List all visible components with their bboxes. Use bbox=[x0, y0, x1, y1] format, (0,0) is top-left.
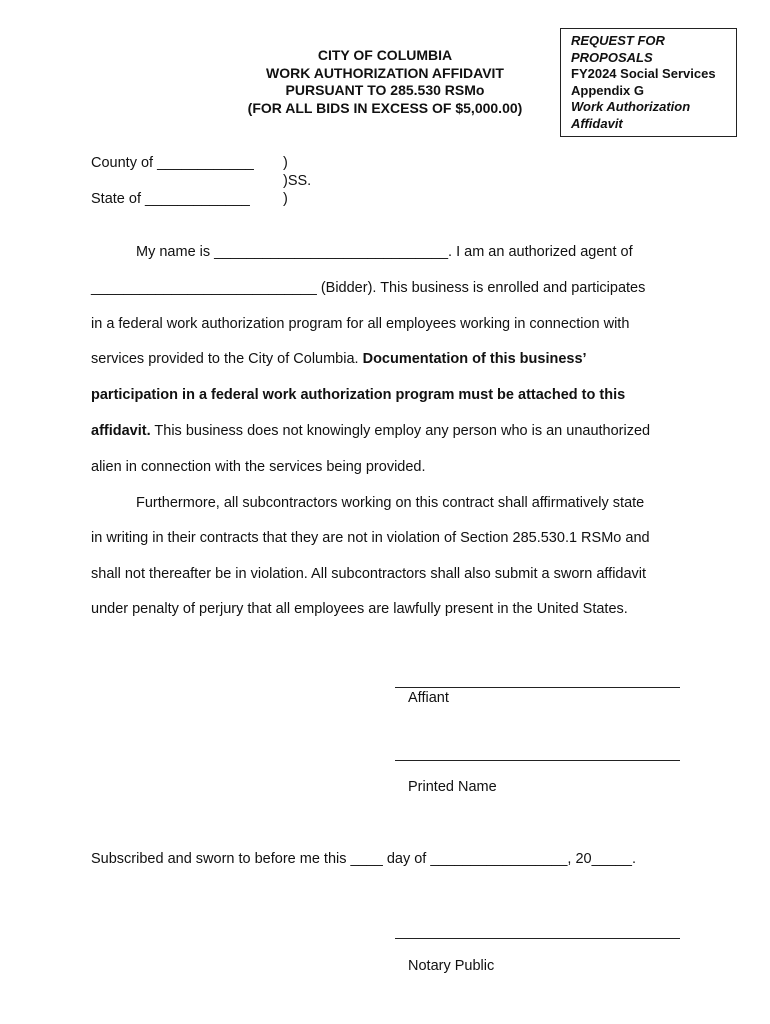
body-line-10: shall not thereafter be in violation. All subcontractors shall also submit a sworn affidavit bbox=[91, 566, 647, 582]
body-line-8: Furthermore, all subcontractors working on this contract shall affirmatively state bbox=[136, 495, 645, 511]
body-line-6-bold: affidavit. bbox=[91, 423, 151, 439]
subscribed-sworn-line: Subscribed and sworn to before me this ____ day of _________________, 20_____. bbox=[91, 851, 636, 867]
document-title bbox=[180, 47, 590, 117]
body-line-9: in writing in their contracts that they are not in violation of Section 285.530.1 RSMo and bbox=[91, 530, 650, 546]
body-line-4 bbox=[91, 351, 587, 367]
venue-paren-bottom: ) bbox=[283, 191, 288, 207]
body-line-6-text: This business does not knowingly employ any person who is an unauthorized bbox=[150, 423, 651, 439]
body-line-3: in a federal work authorization program for all employees working in connection with bbox=[91, 316, 630, 332]
state-field: State of _____________ bbox=[91, 191, 250, 207]
affiant-label: Affiant bbox=[408, 690, 449, 706]
venue-ss: )SS. bbox=[283, 173, 312, 189]
venue-paren-top: ) bbox=[283, 155, 288, 171]
title-line-3: PURSUANT TO 285.530 RSMo bbox=[285, 82, 485, 98]
rfp-reference-box bbox=[560, 28, 737, 137]
title-line-4: (FOR ALL BIDS IN EXCESS OF $5,000.00) bbox=[247, 99, 523, 116]
notary-label: Notary Public bbox=[408, 958, 495, 974]
body-line-11: under penalty of perjury that all employees are lawfully present in the United States. bbox=[91, 601, 628, 617]
rfp-line-5: Work Authorization bbox=[571, 99, 691, 114]
rfp-line-1: REQUEST FOR bbox=[571, 33, 665, 48]
body-line-4-text: services provided to the City of Columbia. bbox=[91, 351, 363, 367]
title-line-1: CITY OF COLUMBIA bbox=[317, 47, 453, 63]
affiant-signature-line[interactable] bbox=[395, 687, 680, 688]
body-line-1: My name is _____________________________. I am an authorized agent of bbox=[136, 244, 633, 260]
notary-signature-line[interactable] bbox=[395, 938, 680, 939]
body-line-6 bbox=[91, 423, 650, 439]
body-line-2: ____________________________ (Bidder). This business is enrolled and participates bbox=[91, 280, 646, 296]
title-line-2: WORK AUTHORIZATION AFFIDAVIT bbox=[266, 64, 504, 81]
rfp-line-2: PROPOSALS bbox=[571, 49, 653, 65]
county-field: County of ____________ bbox=[91, 155, 254, 171]
body-line-4-bold: Documentation of this business’ bbox=[362, 351, 587, 367]
body-line-7: alien in connection with the services being provided. bbox=[91, 459, 426, 475]
printed-name-line[interactable] bbox=[395, 760, 680, 761]
rfp-line-3: FY2024 Social Services bbox=[571, 66, 716, 81]
body-line-5: participation in a federal work authorization program must be attached to this bbox=[91, 387, 626, 403]
rfp-line-6: Affidavit bbox=[571, 115, 623, 131]
rfp-line-4: Appendix G bbox=[571, 82, 644, 98]
printed-name-label: Printed Name bbox=[408, 779, 497, 795]
